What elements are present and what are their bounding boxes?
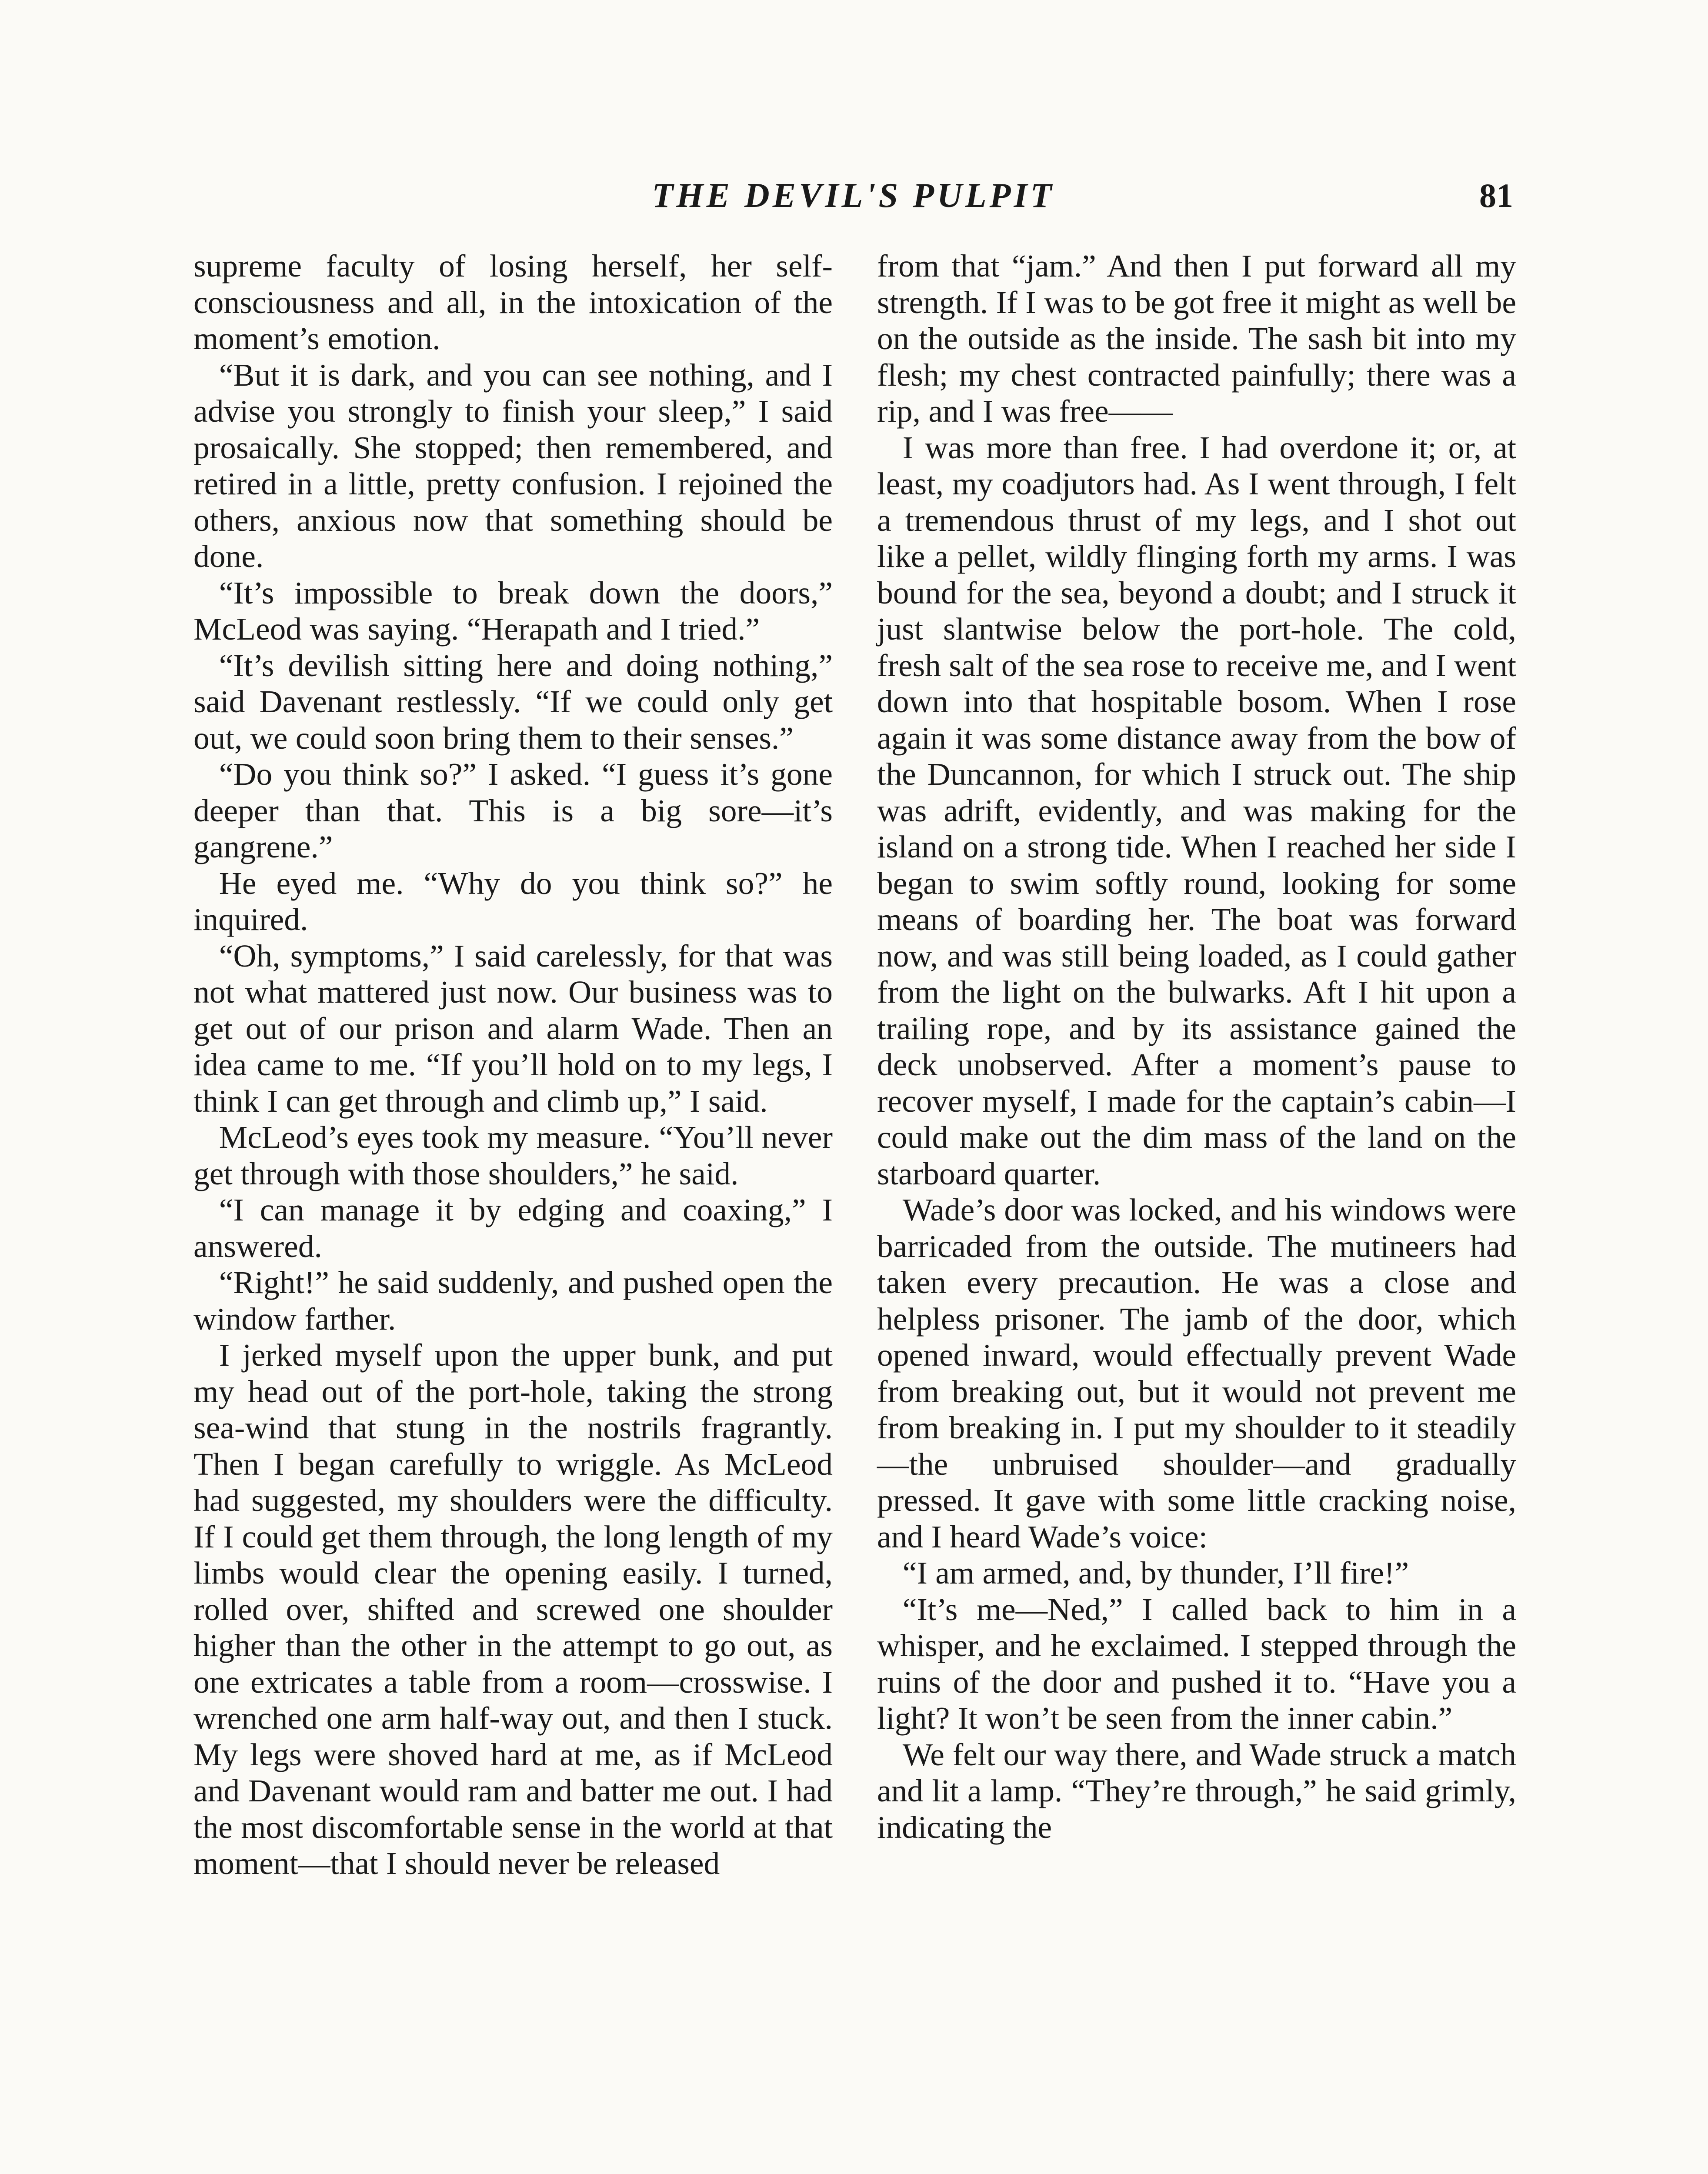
paragraph: “I can manage it by edging and coaxing,” I answered.	[193, 1192, 833, 1264]
left-column	[193, 248, 833, 1882]
paragraph: I jerked myself upon the upper bunk, and put my head out of the port-hole, taking the strong sea-wind that stung in the nostrils fragrantly. Then I began carefully to wriggle. As McLeod had suggested, my shoulders were the difficulty. If I could get them through, the long length of my limbs would clear the opening easily. I turned, rolled over, shifted and screwed one shoulder higher than the other in the attempt to go out, as one extricates a table from a room—crosswise. I wrenched one arm half-way out, and then I stuck. My legs were shoved hard at me, as if McLeod and Davenant would ram and batter me out. I had the most discomfortable sense in the world at that moment—that I should never be released	[193, 1337, 833, 1881]
paragraph: supreme faculty of losing herself, her self-consciousness and all, in the intoxication of the moment’s emotion.	[193, 248, 833, 356]
paragraph: McLeod’s eyes took my measure. “You’ll never get through with those shoulders,” he said.	[193, 1120, 833, 1191]
paragraph: “Right!” he said suddenly, and pushed open the window farther.	[193, 1265, 833, 1337]
paragraph: “It’s me—Ned,” I called back to him in a whisper, and he exclaimed. I stepped through the ruins of the door and pushed it to. “Have you a light? It won’t be seen from the inner cabin.”	[877, 1591, 1516, 1736]
paragraph: I was more than free. I had overdone it; or, at least, my coadjutors had. As I went through, I felt a tremendous thrust of my legs, and I shot out like a pellet, wildly flinging forth my arms. I was bound for the sea, beyond a doubt; and I struck it just slantwise below the port-hole. The cold, fresh salt of the sea rose to receive me, and I went down into that hospitable bosom. When I rose again it was some distance away from the bow of the Duncannon, for which I struck out. The ship was adrift, evidently, and was making for the island on a strong tide. When I reached her side I began to swim softly round, looking for some means of boarding her. The boat was forward now, and was still being loaded, as I could gather from the light on the bulwarks. Aft I hit upon a trailing rope, and by its assistance gained the deck unobserved. After a moment’s pause to recover myself, I made for the captain’s cabin—I could make out the dim mass of the land on the starboard quarter.	[877, 430, 1516, 1191]
paragraph: “It’s devilish sitting here and doing nothing,” said Davenant restlessly. “If we could only get out, we could soon bring them to their senses.”	[193, 647, 833, 756]
paragraph: We felt our way there, and Wade struck a match and lit a lamp. “They’re through,” he said grimly, indicating the	[877, 1737, 1516, 1845]
paragraph: “Do you think so?” I asked. “I guess it’s gone deeper than that. This is a big sore—it’s gangrene.”	[193, 757, 833, 864]
paragraph: “Oh, symptoms,” I said carelessly, for that was not what mattered just now. Our business was to get out of our prison and alarm Wade. Then an idea came to me. “If you’ll hold on to my legs, I think I can get through and climb up,” I said.	[193, 938, 833, 1119]
page-number: 81	[1479, 177, 1513, 214]
paragraph: He eyed me. “Why do you think so?” he inquired.	[193, 865, 833, 937]
paragraph: “I am armed, and, by thunder, I’ll fire!”	[902, 1555, 1409, 1590]
paragraph: Wade’s door was locked, and his windows were barricaded from the outside. The mutineers had taken every precaution. He was a close and helpless prisoner. The jamb of the door, which opened inward, would effectually prevent Wade from breaking out, but it would not prevent me from breaking in. I put my shoulder to it steadily—the unbruised shoulder—and gradually pressed. It gave with some little cracking noise, and I heard Wade’s voice:	[877, 1192, 1516, 1554]
running-title: THE DEVIL'S PULPIT	[652, 177, 1055, 215]
paragraph: “But it is dark, and you can see nothing, and I advise you strongly to finish your sleep,” I said prosaically. She stopped; then remembered, and retired in a little, pretty confusion. I rejoined the others, anxious now that something should be done.	[193, 357, 833, 574]
paragraph: “It’s impossible to break down the doors,” McLeod was saying. “Herapath and I tried.”	[193, 575, 833, 647]
right-column	[877, 248, 1516, 1845]
running-head	[193, 172, 1513, 220]
paragraph: from that “jam.” And then I put forward all my strength. If I was to be got free it might as well be on the outside as the inside. The sash bit into my flesh; my chest contracted painfully; there was a rip, and I was free——	[877, 248, 1516, 429]
